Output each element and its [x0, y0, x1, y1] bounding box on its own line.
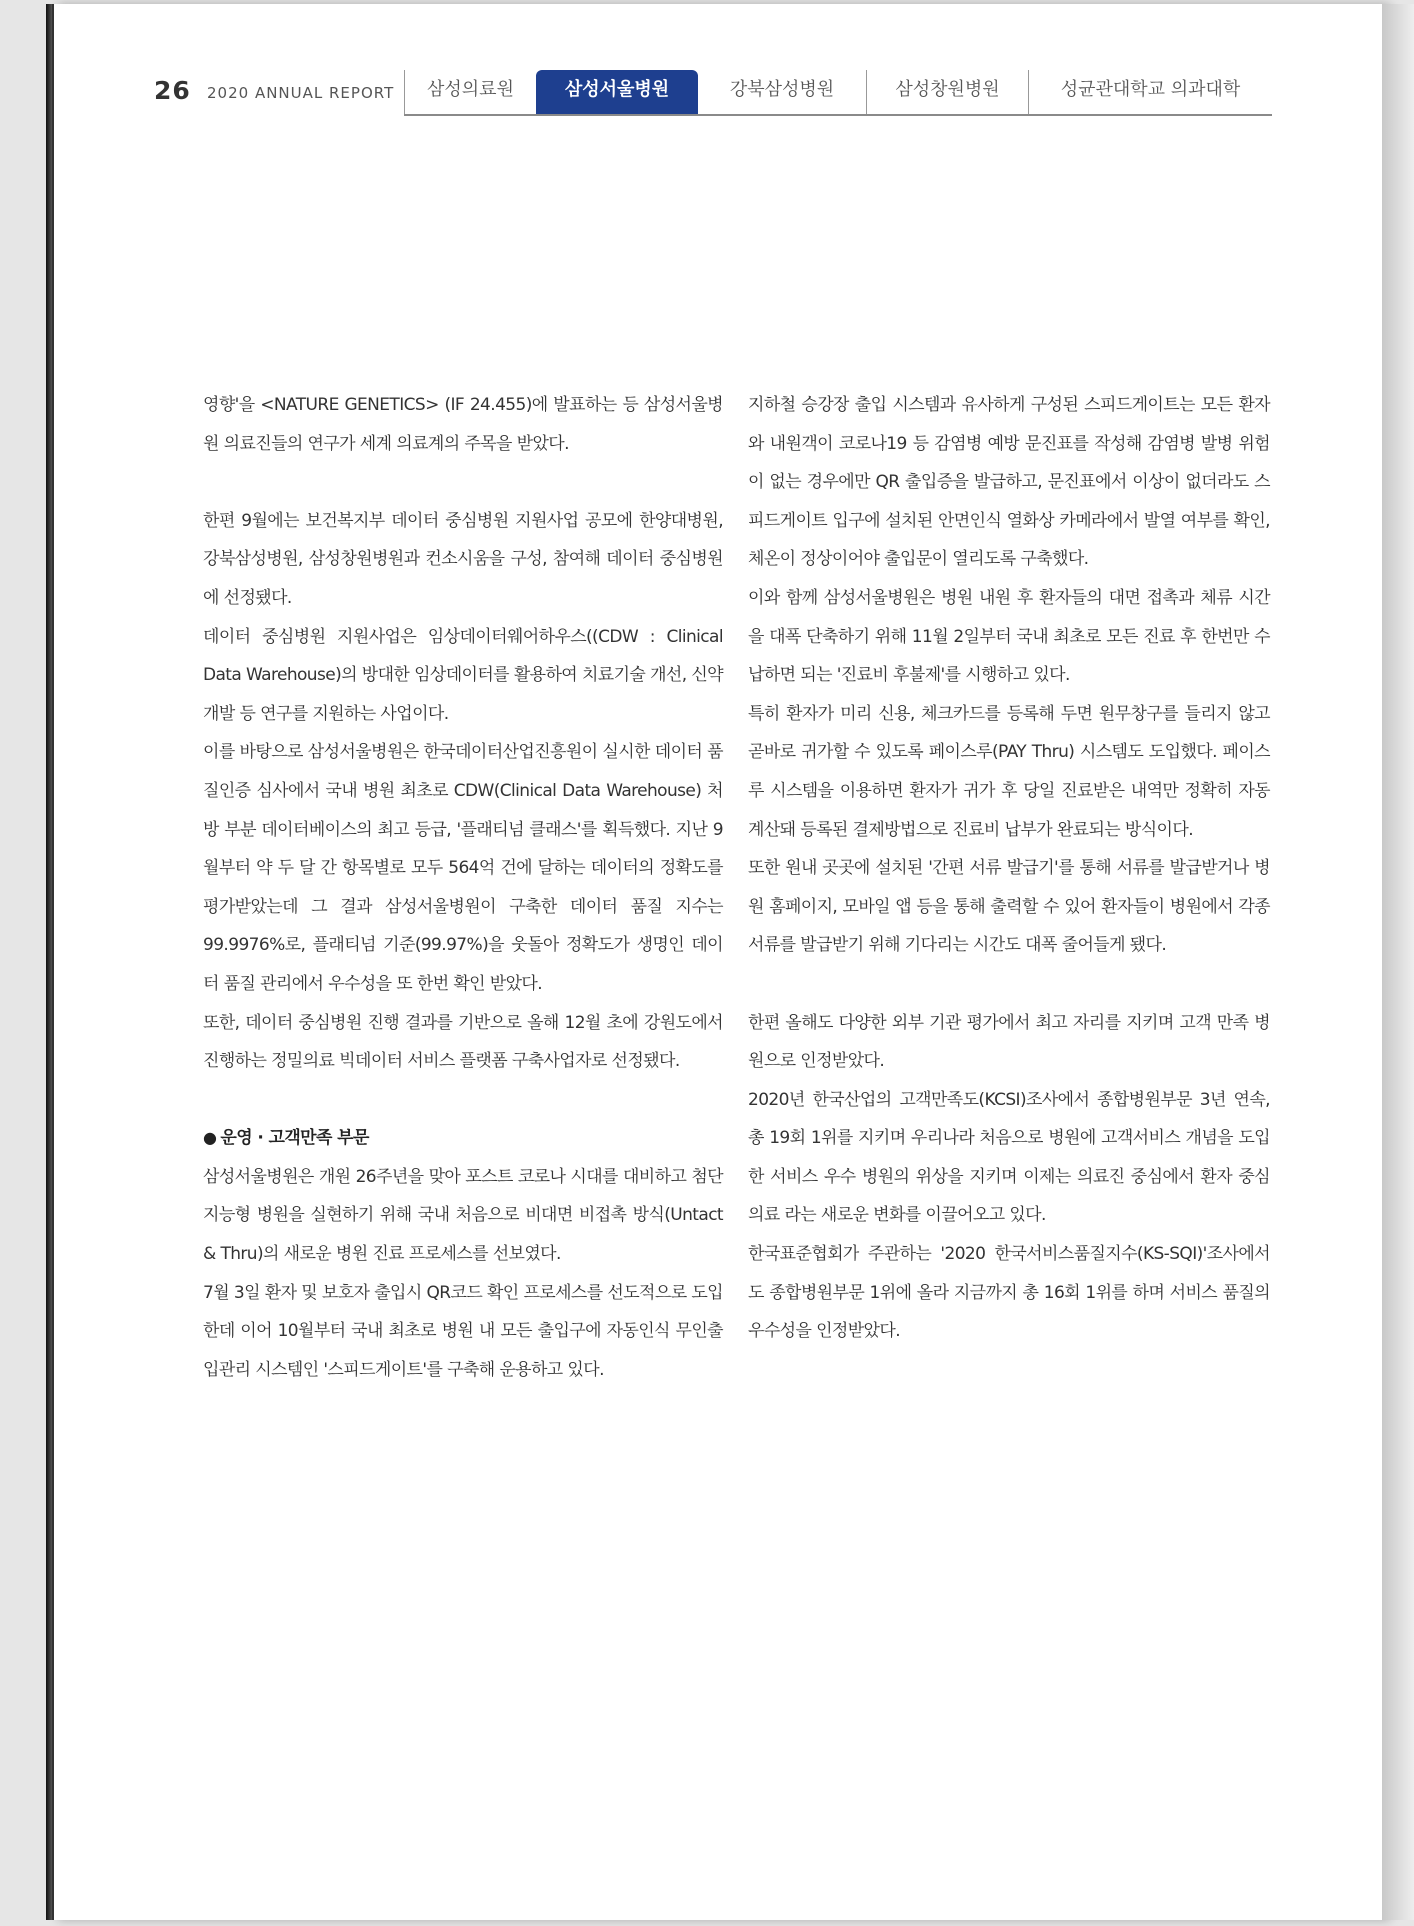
bullet-icon: ● — [203, 1128, 217, 1148]
paragraph: 2020년 한국산업의 고객만족도(KCSI)조사에서 종합병원부문 3년 연속, 총 19회 1위를 지키며 우리나라 처음으로 병원에 고객서비스 개념을 도입한 서비스 우수 병원의 위상을 지키며 이제는 의료진 중심에서 환자 중심 의료 라는 새로운 변화를 이끌어오고 있다. — [748, 1089, 1270, 1226]
page-edge-shadow — [1382, 4, 1414, 1920]
paragraph: 삼성서울병원은 개원 26주년을 맞아 포스트 코로나 시대를 대비하고 첨단 지능형 병원을 실현하기 위해 국내 처음으로 비대면 비접촉 방식(Untact & Thru)의 새로운 병원 진료 프로세스를 선보였다. — [203, 1166, 723, 1265]
paragraph: 7월 3일 환자 및 보호자 출입시 QR코드 확인 프로세스를 선도적으로 도입한데 이어 10월부터 국내 최초로 병원 내 모든 출입구에 자동인식 무인출입관리 시스템인 '스피드게이트'를 구축해 운용하고 있다. — [203, 1282, 723, 1380]
right-text-column — [748, 386, 1270, 1351]
page-number: 26 — [154, 76, 191, 105]
paragraph: 또한 원내 곳곳에 설치된 '간편 서류 발급기'를 통해 서류를 발급받거나 병원 홈페이지, 모바일 앱 등을 통해 출력할 수 있어 환자들이 병원에서 각종 서류를 발급받기 위해 기다리는 시간도 대폭 줄어들게 됐다. — [748, 858, 1270, 956]
tab-sungkyunkwan-medical-school[interactable]: 성균관대학교 의과대학 — [1028, 70, 1272, 114]
paragraph: 한편 올해도 다양한 외부 기관 평가에서 최고 자리를 지키며 고객 만족 병원으로 인정받았다. — [748, 1012, 1270, 1072]
paragraph: 또한, 데이터 중심병원 진행 결과를 기반으로 올해 12월 초에 강원도에서 진행하는 정밀의료 빅데이터 서비스 플랫폼 구축사업자로 선정됐다. — [203, 1012, 723, 1072]
left-text-column — [203, 386, 723, 1389]
tab-samsung-changwon-hospital[interactable]: 삼성창원병원 — [866, 70, 1028, 114]
tab-kangbuk-samsung-hospital[interactable]: 강북삼성병원 — [729, 79, 835, 100]
section-heading — [203, 1119, 723, 1158]
section-tab-bar — [404, 70, 1272, 116]
paragraph: 데이터 중심병원 지원사업은 임상데이터웨어하우스((CDW : Clinical Data Warehouse)의 방대한 임상데이터를 활용하여 치료기술 개선, 신약개발 등 연구를 지원하는 사업이다. — [203, 626, 723, 724]
paragraph-gap — [748, 965, 1270, 1004]
paragraph: 이를 바탕으로 삼성서울병원은 한국데이터산업진흥원이 실시한 데이터 품질인증 심사에서 국내 병원 최초로 CDW(Clinical Data Warehouse) 처방 부분 데이터베이스의 최고 등급, '플래티넘 클래스'를 획득했다. 지난 9월부터 약 두 달 간 항목별로 모두 564억 건에 달하는 데이터의 정확도를 평가받았는데 그 결과 삼성서울병원이 구축한 데이터 품질 지수는 99.9976%로, 플래티넘 기준(99.97%)을 웃돌아 정확도가 생명인 데이터 품질 관리에서 우수성을 또 한번 확인 받았다. — [203, 742, 723, 994]
tab-samsung-medical-center[interactable]: 삼성의료원 — [404, 70, 536, 114]
tab-samsung-seoul-hospital[interactable]: 삼성서울병원 — [536, 70, 698, 114]
paragraph: 한편 9월에는 보건복지부 데이터 중심병원 지원사업 공모에 한양대병원, 강북삼성병원, 삼성창원병원과 컨소시움을 구성, 참여해 데이터 중심병원에 선정됐다. — [203, 510, 723, 608]
paragraph: 영향'을 <NATURE GENETICS> (IF 24.455)에 발표하는 등 삼성서울병원 의료진들의 연구가 세계 의료계의 주목을 받았다. — [203, 395, 723, 454]
paragraph: 특히 환자가 미리 신용, 체크카드를 등록해 두면 원무창구를 들리지 않고 곧바로 귀가할 수 있도록 페이스루(PAY Thru) 시스템도 도입했다. 페이스루 시스템을 이용하면 환자가 귀가 후 당일 진료받은 내역만 정확히 자동 계산돼 등록된 결제방법으로 진료비 납부가 완료되는 방식이다. — [748, 703, 1270, 840]
report-title: 2020 ANNUAL REPORT — [207, 84, 395, 102]
paragraph: 이와 함께 삼성서울병원은 병원 내원 후 환자들의 대면 접촉과 체류 시간을 대폭 단축하기 위해 11월 2일부터 국내 최초로 모든 진료 후 한번만 수납하면 되는 '진료비 후불제'를 시행하고 있다. — [748, 587, 1270, 686]
paragraph: 지하철 승강장 출입 시스템과 유사하게 구성된 스피드게이트는 모든 환자와 내원객이 코로나19 등 감염병 예방 문진표를 작성해 감염병 발병 위험이 없는 경우에만 QR 출입증을 발급하고, 문진표에서 이상이 없더라도 스피드게이트 입구에 설치된 안면인식 열화상 카메라에서 발열 여부를 확인, 체온이 정상이어야 출입문이 열리도록 구축했다. — [748, 395, 1270, 570]
paragraph: 한국표준협회가 주관하는 '2020 한국서비스품질지수(KS-SQI)'조사에서도 종합병원부문 1위에 올라 지금까지 총 16회 1위를 하며 서비스 품질의 우수성을 인정받았다. — [748, 1244, 1270, 1342]
section-heading-text: 운영 · 고객만족 부문 — [220, 1128, 369, 1149]
paragraph-gap — [203, 463, 723, 502]
paragraph-gap — [203, 1081, 723, 1120]
